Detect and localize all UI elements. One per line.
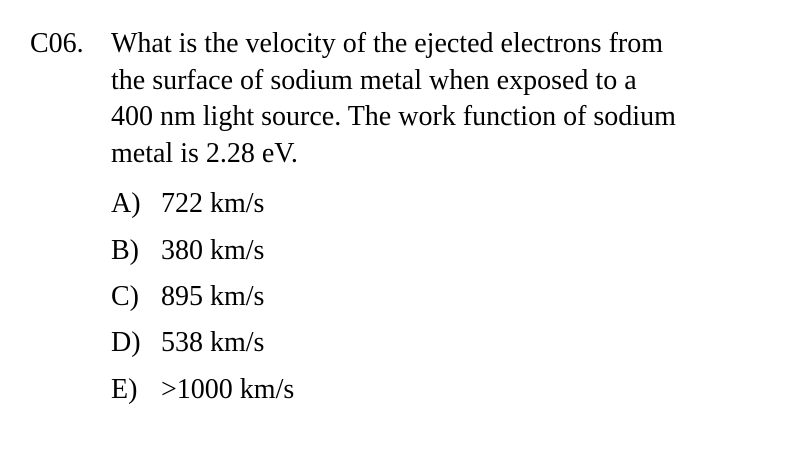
question-line: 400 nm light source. The work function of sodium xyxy=(111,101,676,132)
question-line: What is the velocity of the ejected electrons from xyxy=(111,28,664,59)
choice-letter: B) xyxy=(111,235,139,266)
question-number: C06. xyxy=(30,28,84,59)
choice-letter: C) xyxy=(111,281,139,312)
choice-letter: D) xyxy=(111,327,141,358)
answer-choices xyxy=(111,0,781,456)
choice-value: 538 km/s xyxy=(161,327,265,358)
choice-value: 722 km/s xyxy=(161,188,265,219)
choice-value: >1000 km/s xyxy=(161,374,295,405)
choice-a xyxy=(111,186,264,222)
choice-letter: A) xyxy=(111,188,141,219)
choice-c xyxy=(111,279,264,315)
choice-b xyxy=(111,233,264,269)
choice-value: 895 km/s xyxy=(161,281,265,312)
choice-letter: E) xyxy=(111,374,138,405)
choice-d xyxy=(111,325,264,361)
question-line: metal is 2.28 eV. xyxy=(111,137,298,169)
choice-e xyxy=(111,372,294,408)
choice-value: 380 km/s xyxy=(161,235,265,266)
question-line: the surface of sodium metal when exposed to a xyxy=(111,64,637,96)
